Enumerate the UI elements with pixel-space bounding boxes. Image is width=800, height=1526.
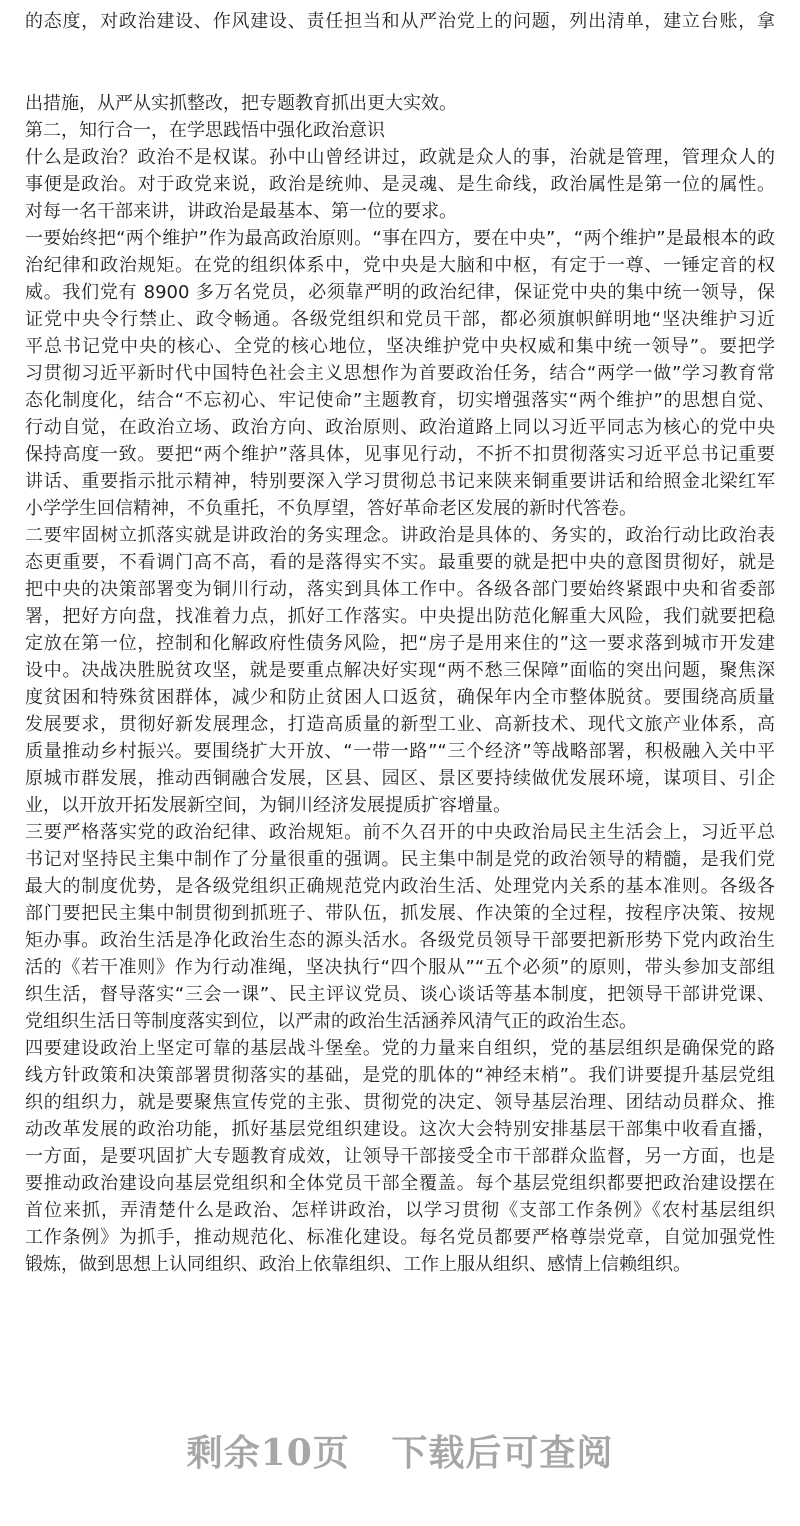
- text-line: 行动自觉，在政治立场、政治方向、政治原则、政治道路上同以习近平同志为核心的党中央: [25, 417, 775, 438]
- text-line: 第二，知行合一，在学思践悟中强化政治意识: [25, 120, 385, 141]
- text-line: 讲话、重要指示批示精神，特别要深入学习贯彻总书记来陕来铜重要讲话和给照金北梁红军: [25, 471, 775, 492]
- text-line: 的态度，对政治建设、作风建设、责任担当和从严治党上的问题，列出清单，建立台账，拿: [25, 11, 775, 32]
- text-line: 书记对坚持民主集中制作了分量很重的强调。民主集中制是党的政治领导的精髓，是我们党: [25, 849, 775, 870]
- text-line: 对每一名干部来讲，讲政治是最基本、第一位的要求。: [25, 201, 457, 222]
- text-line: 定放在第一位，控制和化解政府性债务风险，把“房子是用来住的”这一要求落到城市开发建: [25, 633, 775, 654]
- text-line: 线方针政策和决策部署贯彻落实的基础，是党的肌体的“神经末梢”。我们讲要提升基层党组: [25, 1065, 775, 1086]
- text-line: 把中央的决策部署变为铜川行动，落实到具体工作中。各级各部门要始终紧跟中央和省委部: [25, 579, 775, 600]
- text-line: 证党中央令行禁止、政令畅通。各级党组织和党员干部，都必须旗帜鲜明地“坚决维护习近: [25, 309, 775, 330]
- text-line: 原城市群发展，推动西铜融合发展，区县、园区、景区要持续做优发展环境，谋项目、引企: [25, 768, 775, 789]
- text-line: 质量推动乡村振兴。要围绕扩大开放、“一带一路”“三个经济”等战略部署，积极融入关中平: [25, 741, 775, 762]
- text-line: 活的《若干准则》作为行动准绳，坚决执行“四个服从”“五个必须”的原则，带头参加支部组: [25, 957, 775, 978]
- remaining-pages-label: 剩余10页: [186, 1432, 350, 1474]
- text-line: 党组织生活日等制度落实到位，以严肃的政治生活涵养风清气正的政治生态。: [25, 1011, 637, 1032]
- text-line: 出措施，从严从实抓整改，把专题教育抓出更大实效。: [25, 93, 457, 114]
- text-line: 动改革发展的政治功能，抓好基层党组织建设。这次大会特别安排基层干部集中收看直播，: [25, 1119, 775, 1140]
- text-line: 要推动政治建设向基层党组织和全体党员干部全覆盖。每个基层党组织都要把政治建设摆在: [25, 1173, 775, 1194]
- paragraph: [25, 819, 775, 1035]
- text-line: 一方面，是要巩固扩大专题教育成效，让领导干部接受全市干部群众监督，另一方面，也是: [25, 1146, 775, 1167]
- paragraph: [25, 522, 775, 819]
- text-line: 织生活，督导落实“三会一课”、民主评议党员、谈心谈话等基本制度，把领导干部讲党课、: [25, 984, 775, 1005]
- text-line: 事便是政治。对于政党来说，政治是统帅、是灵魂、是生命线，政治属性是第一位的属性。: [25, 174, 775, 195]
- text-line: 平总书记党中央的核心、全党的核心地位，坚决维护党中央权威和集中统一领导”。要把学: [25, 336, 775, 357]
- text-line: 保持高度一致。要把“两个维护”落具体，见事见行动，不折不扣贯彻落实习近平总书记重要: [25, 444, 775, 465]
- text-line: 发展要求，贯彻好新发展理念，打造高质量的新型工业、高新技术、现代文旅产业体系，高: [25, 714, 775, 735]
- paragraph: [25, 225, 775, 522]
- text-line: 二要牢固树立抓落实就是讲政治的务实理念。讲政治是具体的、务实的，政治行动比政治表: [25, 525, 775, 546]
- text-line: 态更重要，不看调门高不高，看的是落得实不实。最重要的就是把中央的意图贯彻好，就是: [25, 552, 775, 573]
- text-line: 矩办事。政治生活是净化政治生态的源头活水。各级党员领导干部要把新形势下党内政治生: [25, 930, 775, 951]
- text-line: 织的组织力，就是要聚焦宣传党的主张、贯彻党的决定、领导基层治理、团结动员群众、推: [25, 1092, 775, 1113]
- text-line: 业，以开放开拓发展新空间，为铜川经济发展提质扩容增量。: [25, 795, 511, 816]
- text-line: 署，把好方向盘，找准着力点，抓好工作落实。中央提出防范化解重大风险，我们就要把稳: [25, 606, 775, 627]
- text-line: 威。我们党有 8900 多万名党员，必须靠严明的政治纪律，保证党中央的集中统一领导，保: [25, 282, 775, 303]
- paragraph: [25, 90, 775, 117]
- text-line: 设中。决战决胜脱贫攻坚，就是要重点解决好实现“两不愁三保障”面临的突出问题，聚焦深: [25, 660, 775, 681]
- text-line: 一要始终把“两个维护”作为最高政治原则。“事在四方，要在中央”，“两个维护”是最根本的政: [25, 228, 775, 249]
- text-line: 四要建设政治上坚定可靠的基层战斗堡垒。党的力量来自组织，党的基层组织是确保党的路: [25, 1038, 775, 1059]
- text-line: 首位来抓，弄清楚什么是政治、怎样讲政治，以学习贯彻《支部工作条例》《农村基层组织: [25, 1200, 775, 1221]
- download-to-view-label: 下载后可查阅: [391, 1432, 614, 1474]
- text-line: 三要严格落实党的政治纪律、政治规矩。前不久召开的中央政治局民主生活会上，习近平总: [25, 822, 775, 843]
- previous-page-text: [25, 8, 775, 35]
- text-line: 锻炼，做到思想上认同组织、政治上依靠组织、工作上服从组织、感情上信赖组织。: [25, 1254, 691, 1275]
- text-line: 工作条例》为抓手，推动规范化、标准化建设。每名党员都要严格尊崇党章，自觉加强党性: [25, 1227, 775, 1248]
- text-line: 什么是政治？政治不是权谋。孙中山曾经讲过，政就是众人的事，治就是管理，管理众人的: [25, 147, 775, 168]
- text-line: 习贯彻习近平新时代中国特色社会主义思想作为首要政治任务，结合“两学一做”学习教育常: [25, 363, 775, 384]
- text-line: 治纪律和政治规矩。在党的组织体系中，党中央是大脑和中枢，有定于一尊、一锤定音的权: [25, 255, 775, 276]
- section-heading: [25, 117, 775, 144]
- text-line: 小学学生回信精神，不负重托，不负厚望，答好革命老区发展的新时代答卷。: [25, 498, 637, 519]
- text-line: 部门要把民主集中制贯彻到抓班子、带队伍，抓发展、作决策的全过程，按程序决策、按规: [25, 903, 775, 924]
- text-line: 度贫困和特殊贫困群体，减少和防止贫困人口返贫，确保年内全市整体脱贫。要围绕高质量: [25, 687, 775, 708]
- download-prompt[interactable]: [0, 1425, 800, 1476]
- text-line: 态化制度化，结合“不忘初心、牢记使命”主题教育，切实增强落实“两个维护”的思想自觉、: [25, 390, 775, 411]
- text-line: 最大的制度优势，是各级党组织正确规范党内政治生活、处理党内关系的基本准则。各级各: [25, 876, 775, 897]
- paragraph: [25, 144, 775, 225]
- document-body: [25, 90, 775, 1278]
- paragraph: [25, 1035, 775, 1278]
